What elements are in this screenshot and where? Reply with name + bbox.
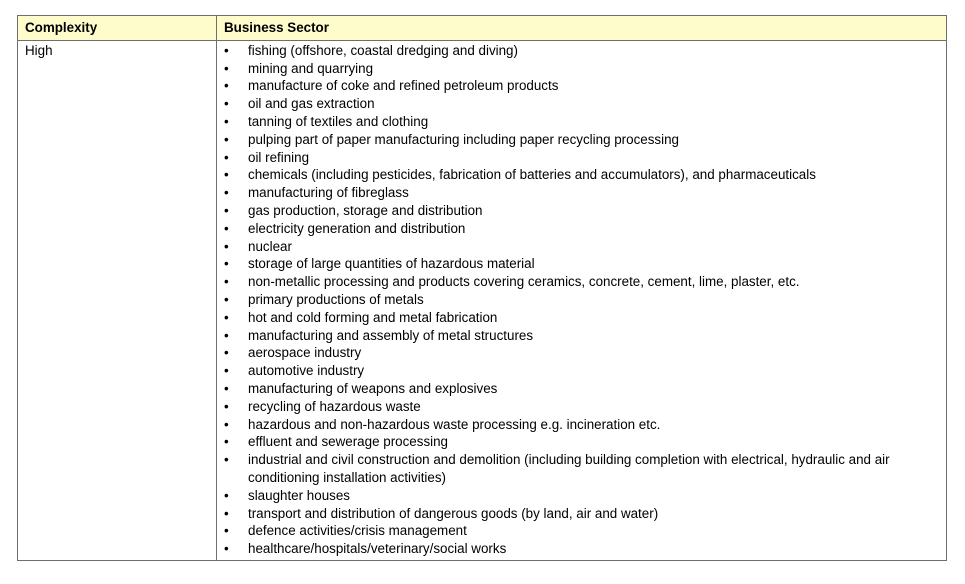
bullet-icon: • [224,363,229,379]
sector-text: tanning of textiles and clothing [248,113,429,129]
list-item [224,95,939,113]
sector-text: effluent and sewerage processing [248,434,449,450]
list-item [224,505,939,523]
table-row [18,40,947,560]
sector-text: non-metallic processing and products covering ceramics, concrete, cement, lime, plaster, etc. [248,274,800,290]
list-item [224,362,939,380]
list-item [224,220,939,238]
list-item [224,451,939,487]
list-item [224,149,939,167]
list-item [224,131,939,149]
list-item [224,380,939,398]
sector-text: hot and cold forming and metal fabrication [248,309,498,325]
sector-text: hazardous and non-hazardous waste processing e.g. incineration etc. [248,416,661,432]
sector-text: gas production, storage and distribution [248,202,483,218]
sector-text: industrial and civil construction and demolition (including building completion with electrical, hydraulic and air conditioning installation activities) [248,452,890,485]
bullet-icon: • [224,42,229,58]
list-item [224,238,939,256]
sector-list [224,42,939,558]
bullet-icon: • [224,505,229,521]
sector-text: automotive industry [248,363,365,379]
list-item [224,344,939,362]
bullet-icon: • [224,202,229,218]
sector-text: electricity generation and distribution [248,220,466,236]
sector-text: recycling of hazardous waste [248,398,421,414]
sector-text: slaughter houses [248,487,350,503]
list-item [224,291,939,309]
list-item [224,166,939,184]
list-item [224,487,939,505]
bullet-icon: • [224,291,229,307]
list-item [224,77,939,95]
bullet-icon: • [224,434,229,450]
complexity-cell: High [18,40,217,560]
bullet-icon: • [224,185,229,201]
list-item [224,184,939,202]
bullet-icon: • [224,96,229,112]
column-header-complexity: Complexity [18,16,217,41]
list-item [224,416,939,434]
sector-text: nuclear [248,238,292,254]
list-item [224,522,939,540]
sector-text: chemicals (including pesticides, fabrication of batteries and accumulators), and pharmaceuticals [248,167,816,183]
bullet-icon: • [224,523,229,539]
sector-text: fishing (offshore, coastal dredging and diving) [248,42,518,58]
bullet-icon: • [224,149,229,165]
bullet-icon: • [224,416,229,432]
sector-text: transport and distribution of dangerous goods (by land, air and water) [248,505,659,521]
sector-text: healthcare/hospitals/veterinary/social works [248,541,507,557]
sector-text: manufacturing of weapons and explosives [248,380,498,396]
bullet-icon: • [224,238,229,254]
sector-text: primary productions of metals [248,291,424,307]
bullet-icon: • [224,345,229,361]
bullet-icon: • [224,309,229,325]
list-item [224,60,939,78]
list-item [224,327,939,345]
bullet-icon: • [224,131,229,147]
bullet-icon: • [224,398,229,414]
sector-text: oil refining [248,149,310,165]
bullet-icon: • [224,167,229,183]
bullet-icon: • [224,541,229,557]
list-item [224,255,939,273]
list-item [224,398,939,416]
list-item [224,433,939,451]
bullet-icon: • [224,256,229,272]
list-item [224,202,939,220]
list-item [224,273,939,291]
bullet-icon: • [224,327,229,343]
bullet-icon: • [224,113,229,129]
list-item [224,42,939,60]
column-header-business-sector: Business Sector [217,16,947,41]
bullet-icon: • [224,78,229,94]
list-item [224,540,939,558]
bullet-icon: • [224,380,229,396]
bullet-icon: • [224,60,229,76]
bullet-icon: • [224,220,229,236]
sector-text: aerospace industry [248,345,362,361]
complexity-sector-table [17,15,947,561]
sector-text: storage of large quantities of hazardous material [248,256,535,272]
sector-text: manufacturing of fibreglass [248,185,409,201]
table-header-row [18,16,947,41]
business-sector-cell [217,40,947,560]
bullet-icon: • [224,274,229,290]
list-item [224,309,939,327]
list-item [224,113,939,131]
sector-text: pulping part of paper manufacturing including paper recycling processing [248,131,679,147]
sector-text: defence activities/crisis management [248,523,467,539]
bullet-icon: • [224,487,229,503]
sector-text: oil and gas extraction [248,96,375,112]
bullet-icon: • [224,452,229,468]
sector-text: manufacture of coke and refined petroleum products [248,78,559,94]
sector-text: mining and quarrying [248,60,374,76]
sector-text: manufacturing and assembly of metal structures [248,327,534,343]
